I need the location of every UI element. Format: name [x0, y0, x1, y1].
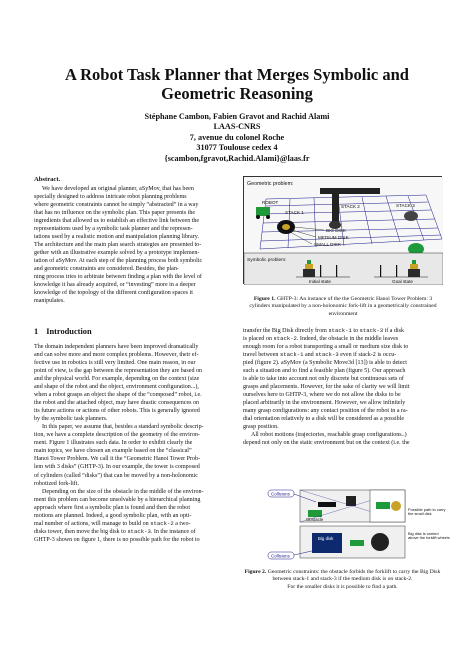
text-line: tion, we have a complete description of the geometry of the environ-: [34, 432, 200, 439]
abstract-body: [34, 185, 230, 305]
abstract-heading: Abstract.: [34, 176, 61, 183]
figure-2-caption-text-a: Geometric constraints: the obstacle forbids the forklift to carry the Big Disk between stack-1 and stack-3 if the medium disk is on stack-2.: [267, 569, 441, 583]
text-line: main topics, we have chosen an example based on the “classical”: [34, 448, 192, 455]
label-small-disk: SMALL DISK: [314, 242, 341, 247]
text-span: pied (figure 2). aSyMov (a Symbolic Move3d [13]) is able to detect: [243, 360, 407, 367]
note-bottom: Big disk is carried above the forklift wheels: [408, 532, 450, 541]
label-initial-state: Initial state: [309, 279, 331, 284]
text-span: Depending on the size of the obstacle in the middle of the environ-: [42, 488, 204, 495]
label-goal-state: Goal state: [392, 279, 413, 284]
author-city: 31077 Toulouse cedex 4: [196, 143, 278, 153]
text-line: gether with an illustrative example solved by a prototype implemen-: [34, 250, 200, 257]
text-line: manipulates.: [34, 298, 65, 305]
text-span: dial orientation relatively to a disk will be considered as a possible: [243, 416, 405, 423]
text-span: approach where first a symbolic plan is found and then the robot: [34, 504, 190, 511]
robot-forklift: [256, 207, 270, 216]
text-span: mal number of actions, will manage to build on: [34, 520, 151, 527]
paper-title: [20, 65, 454, 103]
text-line: robotized fork-lift.: [34, 480, 80, 487]
text-span: and: [303, 352, 316, 359]
code-span: stack-2: [273, 335, 297, 343]
text-line: The architecture and the main plan search strategies are presented to-: [34, 242, 202, 249]
text-line: [243, 399, 439, 407]
text-line: [243, 367, 439, 375]
label-collisions-bottom: Collisions: [271, 553, 290, 559]
author-names: Stéphane Cambon, Fabien Gravot and Rachid Alami: [144, 112, 330, 121]
text-line: specially designed to address intricate robot planning problems: [34, 194, 187, 201]
panel-geometric-label: Geometric problem:: [247, 181, 294, 187]
text-line: its future actions or actions of other robots. This is generally ignored: [34, 408, 200, 415]
text-span: . In the instance of: [150, 528, 196, 535]
right-column-text: [243, 327, 439, 447]
figure-1: [243, 176, 442, 284]
text-line: the robot and the attached object, may have drastic consequences on: [34, 400, 200, 407]
author-lab: LAAS-CNRS: [213, 122, 261, 132]
text-span: GHTP-3 shown on figure 1, there is no possible path for the robot to: [34, 536, 200, 543]
label-big-disk: BIG DISK: [326, 228, 346, 233]
text-line: [243, 383, 439, 391]
code-span: stack-3: [315, 351, 339, 359]
text-line: and the physical world. For example, depending on the context (size: [34, 376, 200, 383]
text-line: that has no influence on the symbolic plan. This paper presents the: [34, 210, 196, 217]
code-span: stack-3: [359, 327, 384, 334]
text-line: [243, 359, 439, 367]
figure-1-graphic: [244, 177, 443, 285]
label-stack-2: STACK 2: [341, 204, 360, 209]
intro-paragraph-3: [34, 488, 230, 544]
text-line: [243, 351, 439, 359]
figure-2-caption-text-b: For the smaller disks it is possible to find a path.: [287, 583, 398, 590]
text-line: representations used by a symbolic task planner and the represen-: [34, 226, 193, 233]
text-span: is placed on: [243, 336, 274, 343]
author-email: {scambon,fgravot,Rachid.Alami}@laas.fr: [164, 153, 310, 163]
stack-3-base: [404, 211, 418, 221]
text-line: [34, 504, 230, 512]
code-span: stack-1: [279, 351, 304, 359]
text-line: [243, 407, 439, 415]
text-line: [34, 512, 230, 520]
figure-2-graphic: [260, 488, 450, 560]
text-line: of cylinders (called “disks”) that can be moved by a non-holonomic: [34, 472, 198, 479]
right-paragraph-1: [243, 327, 439, 431]
text-line: [34, 536, 230, 544]
text-line: [243, 423, 439, 431]
text-span: such a situation and to find a feasible plan (figure 5). Our approach: [243, 368, 406, 375]
text-span: ment this problem can become unsolvable by a hierarchical planning: [34, 496, 201, 503]
text-line: [34, 488, 230, 496]
text-span: disks tower, then move the big disk to: [34, 528, 128, 535]
text-line: [243, 343, 439, 351]
author-street: 7, avenue du colonel Roche: [189, 132, 285, 142]
text-line: knowledge of the topology of the different configuration spaces it: [34, 290, 193, 297]
label-big-disk-fig2: Big disk: [318, 536, 334, 541]
title-line-1: A Robot Task Planner that Merges Symbolic and: [65, 65, 409, 84]
text-line: and shape of the robot and the object, environment configuration...),: [34, 384, 199, 391]
code-span: stack-1: [328, 327, 352, 334]
intro-paragraph-2: [34, 423, 230, 487]
label-robot: ROBOT: [262, 200, 279, 205]
text-line: tation of aSyMov. At each step of the planning process both symbolic: [34, 258, 203, 265]
text-line: knowledge it has already acquired, or “investing” more in a deeper: [34, 282, 196, 289]
panel-symbolic-label: Symbolic problem:: [247, 258, 287, 263]
text-line: [243, 391, 439, 399]
text-line: [34, 528, 230, 536]
right-paragraph-2: [243, 431, 439, 447]
text-line: The domain independent planners have been improved dramatically: [34, 344, 199, 350]
text-line: ning process tries to arbitrate between finding a plan with the level of: [34, 274, 202, 281]
text-span: ourselves here to GHTP-3, where we do not allow the disks to be: [243, 392, 401, 399]
text-line: tations used by a realistic motion and manipulation planning library.: [34, 234, 199, 241]
text-span: grasps and placements. However, for the sake of clarity we will limit: [243, 384, 410, 391]
label-stack-3: STACK 3: [396, 203, 415, 208]
label-collisions-top: Collisions: [271, 491, 290, 497]
text-line: [34, 520, 230, 528]
section-heading: [34, 327, 100, 336]
text-span: motions are planned. Indeed, a good symbolic plan, with an opti-: [34, 512, 192, 519]
text-line: fective use in robotics is still very limited. One main reason, in our: [34, 360, 196, 367]
note-top: Possible path to carry the small disk: [408, 508, 446, 517]
text-line: by the symbolic task planners.: [34, 416, 108, 423]
label-obstacle: Obstacle: [306, 517, 324, 522]
text-line: [243, 375, 439, 383]
text-line: In this paper, we assume that, besides a standard symbolic descrip-: [42, 424, 204, 431]
figure-1-caption: [248, 296, 438, 318]
label-medium-disk: MEDIUM DISK: [318, 235, 349, 240]
label-stack-1: STACK 1: [285, 210, 304, 215]
title-line-2: Geometric Reasoning: [161, 84, 313, 103]
author-block: [60, 112, 414, 164]
text-span: grasp position.: [243, 424, 279, 431]
text-span: enough room for a robot transporting a small or medium size disk to: [243, 344, 409, 351]
figure-1-caption-label: Figure 1.: [253, 296, 276, 302]
obstacle-bar: [320, 188, 380, 194]
text-line: ment. Figure 1 illustrates such data. In order to exhibit clearly the: [34, 440, 193, 447]
text-span: many grasp configurations: any contact position of the robot in a ra-: [243, 408, 408, 415]
text-span: placed arbitrarily in the environment. However, we allow infinitely: [243, 400, 406, 407]
text-line: point of view, is the gap between the representation they are based on: [34, 368, 203, 375]
text-line: All robot motions (trajectories, reachable grasp configurations..): [251, 432, 407, 439]
text-line: when a robot grasps an object the shape of the “composed” robot, i.e.: [34, 392, 202, 399]
code-span: stack-2: [150, 519, 174, 527]
text-span: travel between: [243, 352, 280, 359]
text-span: even if stack-2 is occu-: [338, 352, 397, 359]
section-title: Introduction: [46, 327, 92, 336]
bottom-forklift: [350, 540, 364, 546]
text-line: We have developed an original planner, aSyMov, that has been: [42, 186, 194, 192]
text-line: and geometric constraints are considered. Besides, the plan-: [34, 266, 179, 273]
text-line: [243, 327, 439, 335]
code-span: stack-3: [127, 527, 151, 535]
text-span: . Indeed, the obstacle in the middle leaves: [296, 336, 399, 343]
text-line: where geometric constraints cannot be simply “abstracted” in a way: [34, 202, 199, 209]
text-line: [243, 415, 439, 423]
text-line: depend not only on the static environment but on the context (i.e. the: [243, 440, 410, 447]
figure-2: [260, 488, 450, 560]
top-obstacle: [318, 502, 336, 507]
text-line: ingredients that allowed us to establish an effective link between the: [34, 218, 200, 225]
text-span: to: [351, 328, 360, 334]
intro-paragraph-1: [34, 343, 230, 423]
text-span: transfer the Big Disk directly from: [243, 328, 329, 334]
text-line: Hanoi Tower Problem. We call it the “Geometric Hanoi Tower Prob-: [34, 456, 201, 463]
figure-2-caption: [243, 569, 442, 591]
text-line: lem with 3 disks” (GHTP-3). In our example, the tower is composed: [34, 464, 200, 471]
text-line: and can solve more and more complex problems. However, their ef-: [34, 352, 199, 359]
text-span: if a disk: [383, 328, 405, 334]
section-number: 1: [34, 327, 39, 336]
figure-2-caption-label: Figure 2.: [244, 569, 267, 575]
text-span: a two-: [173, 520, 191, 527]
text-line: [34, 496, 230, 504]
figure-1-caption-text: GHTP-3: An instance of the the Geometric Hanoi Tower Problem: 3 cylinders manipulated by a non-holonomic fork-lift in a geometrically constrained environment: [249, 296, 437, 317]
text-span: is able to take into account not only discrete but continuous sets of: [243, 376, 404, 383]
intro-column: [34, 343, 230, 544]
text-line: [243, 335, 439, 343]
